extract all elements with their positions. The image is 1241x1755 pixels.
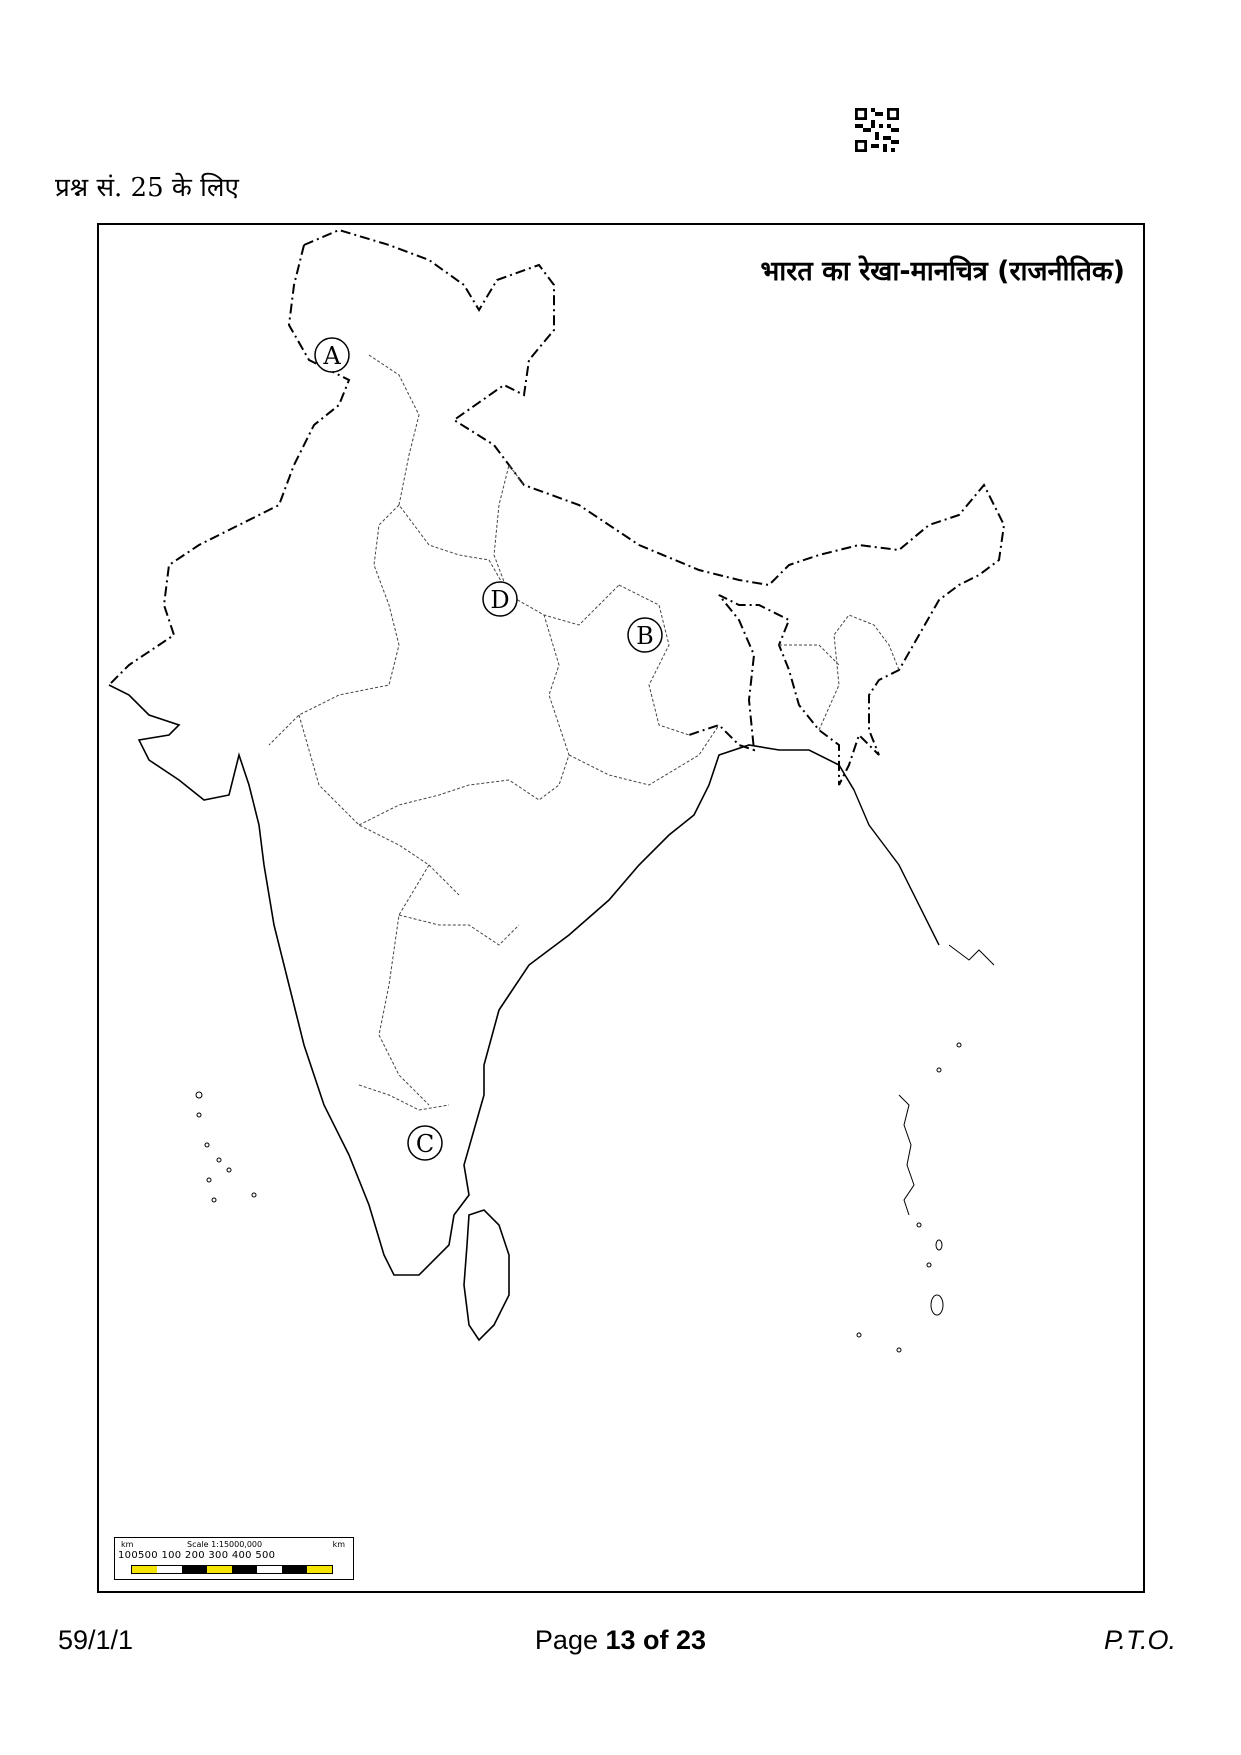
western-boundary <box>109 245 349 685</box>
scale-segment <box>257 1566 282 1573</box>
marker-c-label: C <box>415 1130 435 1158</box>
scale-segment <box>282 1566 307 1573</box>
marker-b <box>628 618 662 652</box>
scale-label: Scale 1:15000,000 <box>187 1540 263 1549</box>
eastern-coast <box>854 790 939 945</box>
page-total: 23 <box>676 1625 707 1655</box>
map-title: भारत का रेखा-मानचित्र (राजनीतिक) <box>760 256 1125 287</box>
scale-bar <box>131 1565 333 1574</box>
page-of: of <box>635 1625 677 1655</box>
marker-a <box>315 338 349 372</box>
marker-b-label: B <box>636 622 654 650</box>
scale-segment <box>132 1566 157 1573</box>
sri-lanka <box>464 1210 509 1340</box>
page-number <box>0 1625 1241 1656</box>
map-scale <box>114 1537 354 1580</box>
map-frame <box>97 223 1145 1593</box>
scale-unit-left: km <box>121 1540 134 1549</box>
marker-d-label: D <box>490 586 510 614</box>
scale-segment <box>307 1566 332 1573</box>
scale-segment <box>232 1566 257 1573</box>
scale-segment <box>207 1566 232 1573</box>
pto-label: P.T.O. <box>1103 1625 1176 1655</box>
marker-c <box>408 1126 442 1160</box>
page-prefix: Page <box>534 1625 606 1655</box>
paper-code: 59/1/1 <box>58 1625 134 1655</box>
page-current: 13 <box>605 1625 636 1655</box>
coastline <box>109 685 854 1275</box>
scale-segment <box>157 1566 182 1573</box>
qr-code-icon <box>855 108 899 152</box>
scale-ticks: 100500 100 200 300 400 500 <box>118 1550 276 1561</box>
india-outline-map <box>99 225 1143 1591</box>
scale-segment <box>182 1566 207 1573</box>
marker-a-label: A <box>323 342 341 370</box>
marker-d <box>483 582 517 616</box>
question-label: प्रश्न सं. 25 के लिए <box>55 173 239 203</box>
scale-unit-right: km <box>332 1540 345 1549</box>
national-boundary <box>304 230 1004 785</box>
